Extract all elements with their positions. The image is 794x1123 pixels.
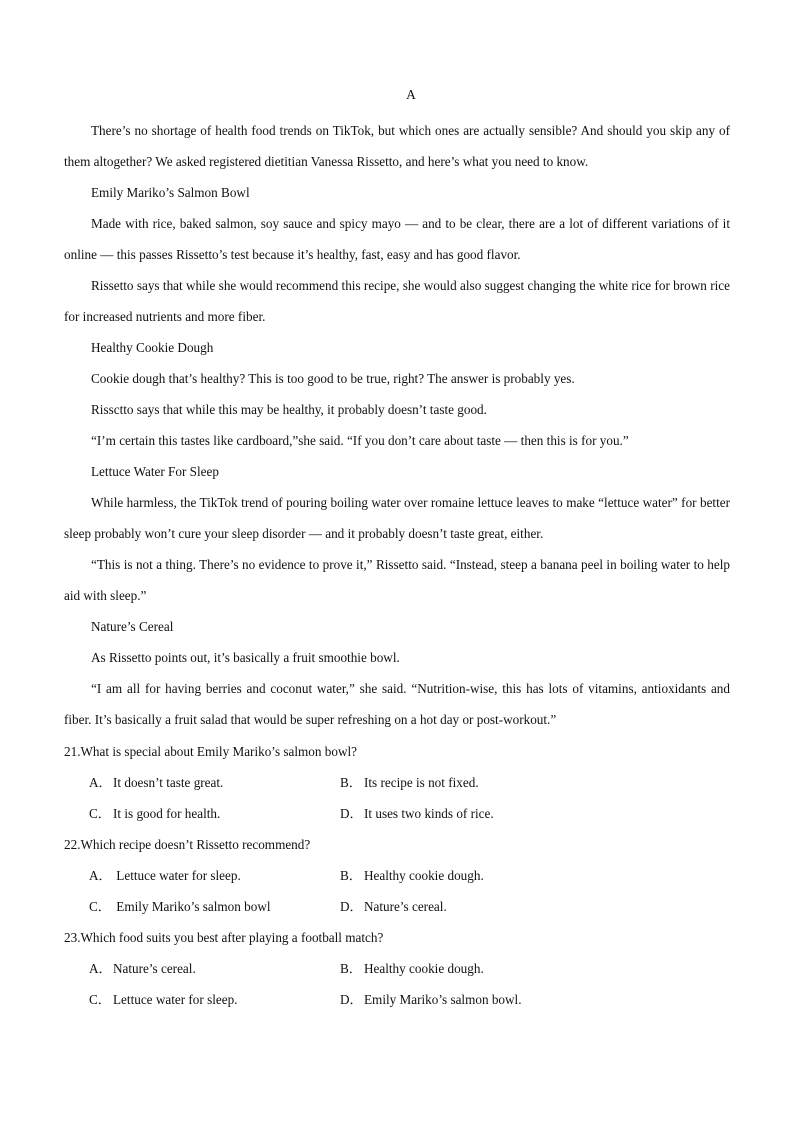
option-b[interactable] xyxy=(340,767,591,798)
option-text: It uses two kinds of rice. xyxy=(364,806,494,821)
option-text: Lettuce water for sleep. xyxy=(113,992,238,1007)
option-c[interactable] xyxy=(89,798,340,829)
option-letter: C． xyxy=(89,899,111,914)
option-text: Healthy cookie dough. xyxy=(364,868,484,883)
option-c[interactable] xyxy=(89,984,340,1015)
paragraph: “This is not a thing. There’s no evidence to prove it,” Rissetto said. “Instead, steep a banana peel in boiling water to help aid with sleep.” xyxy=(64,557,730,603)
option-row xyxy=(64,891,730,922)
option-b[interactable] xyxy=(340,860,591,891)
option-d[interactable] xyxy=(340,798,591,829)
option-letter: D． xyxy=(340,806,363,821)
question-21 xyxy=(64,736,730,829)
paragraph: Made with rice, baked salmon, soy sauce and spicy mayo — and to be clear, there are a lot of different variations of it online — this passes Rissetto’s test because it’s healthy, fast, easy and has good flavor. xyxy=(64,216,730,262)
passage-body xyxy=(64,115,730,735)
option-letter: A． xyxy=(89,868,112,883)
option-d[interactable] xyxy=(340,891,591,922)
option-letter: D． xyxy=(340,899,363,914)
option-letter: B． xyxy=(340,775,362,790)
option-letter: A． xyxy=(89,961,112,976)
question-list xyxy=(64,736,730,1015)
paragraph: While harmless, the TikTok trend of pouring boiling water over romaine lettuce leaves to make “lettuce water” for better sleep probably won’t cure your sleep disorder — and it probably doesn’t taste great, either. xyxy=(64,495,730,541)
option-text: Nature’s cereal. xyxy=(364,899,447,914)
option-text: Its recipe is not fixed. xyxy=(364,775,479,790)
option-letter: B． xyxy=(340,961,362,976)
question-stem: 23.Which food suits you best after playing a football match? xyxy=(64,930,384,945)
option-row xyxy=(64,798,730,829)
option-text: Emily Mariko’s salmon bowl xyxy=(113,899,271,914)
paragraph: “I am all for having berries and coconut water,” she said. “Nutrition-wise, this has lots of vitamins, antioxidants and fiber. It’s basically a fruit salad that would be super refreshing on a hot day or post-workout.” xyxy=(64,681,730,727)
option-row xyxy=(64,953,730,984)
question-stem: 21.What is special about Emily Mariko’s salmon bowl? xyxy=(64,744,358,759)
option-text: Lettuce water for sleep. xyxy=(113,868,241,883)
option-row xyxy=(64,767,730,798)
option-letter: D． xyxy=(340,992,363,1007)
option-letter: B． xyxy=(340,868,362,883)
option-text: Healthy cookie dough. xyxy=(364,961,484,976)
option-d[interactable] xyxy=(340,984,591,1015)
paragraph: Rissetto says that while she would recommend this recipe, she would also suggest changing the white rice for brown rice for increased nutrients and more fiber. xyxy=(64,278,730,324)
question-stem: 22.Which recipe doesn’t Rissetto recommend? xyxy=(64,837,311,852)
option-letter: A． xyxy=(89,775,112,790)
paragraph: As Rissetto points out, it’s basically a fruit smoothie bowl. xyxy=(91,650,400,665)
paragraph: Cookie dough that’s healthy? This is too good to be true, right? The answer is probably yes. xyxy=(91,371,575,386)
option-text: It is good for health. xyxy=(113,806,221,821)
option-row xyxy=(64,860,730,891)
option-row xyxy=(64,984,730,1015)
option-a[interactable] xyxy=(89,767,340,798)
option-c[interactable] xyxy=(89,891,340,922)
option-b[interactable] xyxy=(340,953,591,984)
question-22 xyxy=(64,829,730,922)
option-letter: C． xyxy=(89,806,111,821)
section-heading: Nature’s Cereal xyxy=(91,619,174,634)
option-text: It doesn’t taste great. xyxy=(113,775,224,790)
option-text: Nature’s cereal. xyxy=(113,961,196,976)
option-letter: C． xyxy=(89,992,111,1007)
section-heading: Emily Mariko’s Salmon Bowl xyxy=(91,185,250,200)
paragraph: “I’m certain this tastes like cardboard,”she said. “If you don’t care about taste — then this is for you.” xyxy=(91,433,629,448)
option-a[interactable] xyxy=(89,860,340,891)
paragraph: Rissctto says that while this may be healthy, it probably doesn’t taste good. xyxy=(91,402,487,417)
section-heading: Lettuce Water For Sleep xyxy=(91,464,219,479)
passage-label: A xyxy=(406,87,416,102)
question-23 xyxy=(64,922,730,1015)
option-a[interactable] xyxy=(89,953,340,984)
option-text: Emily Mariko’s salmon bowl. xyxy=(364,992,522,1007)
paragraph: There’s no shortage of health food trends on TikTok, but which ones are actually sensible? And should you skip any of them altogether? We asked registered dietitian Vanessa Rissetto, and here’s what you need to know. xyxy=(64,123,730,169)
section-heading: Healthy Cookie Dough xyxy=(91,340,214,355)
